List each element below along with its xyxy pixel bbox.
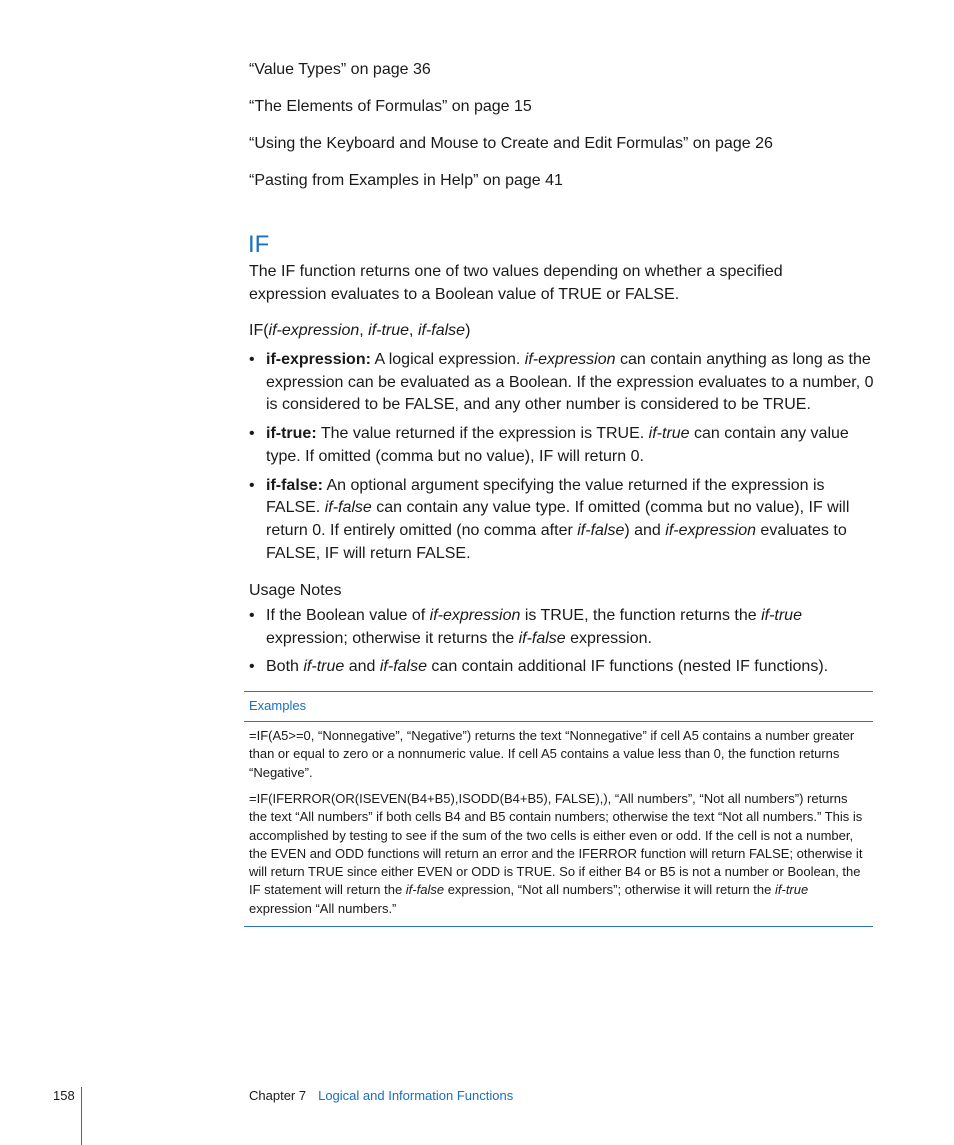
bullet-icon: •: [249, 351, 255, 368]
bullet-icon: •: [249, 658, 255, 676]
argument-text: can contain any value type. If omitted (comma but no value), IF will return 0.: [266, 425, 849, 465]
argument-item-if-expression: [249, 349, 874, 417]
usage-italic: if-false: [379, 658, 427, 676]
syntax-separator: ,: [409, 322, 418, 339]
usage-italic: if-true: [303, 658, 345, 676]
argument-text: An optional argument specifying the value returned if the expression is FALSE.: [266, 476, 825, 517]
usage-italic: if-expression: [429, 607, 521, 624]
usage-notes-heading: Usage Notes: [249, 582, 342, 599]
related-link-value-types[interactable]: “Value Types” on page 36: [249, 61, 431, 78]
bullet-icon: •: [249, 476, 255, 494]
usage-text: expression; otherwise it returns the: [266, 629, 519, 647]
argument-text: A logical expression.: [370, 351, 525, 368]
related-link-keyboard-mouse[interactable]: “Using the Keyboard and Mouse to Create and Edit Formulas” on page 26: [249, 135, 773, 152]
related-link-pasting-examples[interactable]: “Pasting from Examples in Help” on page 41: [249, 172, 563, 189]
syntax-close-paren: ): [465, 322, 471, 339]
example-text: expression, “Not all numbers”; otherwise it will return the: [444, 882, 775, 898]
usage-text: expression.: [565, 629, 652, 647]
examples-heading: Examples: [249, 698, 307, 713]
page-number: 158: [53, 1088, 75, 1103]
bullet-icon: •: [249, 607, 255, 624]
argument-term: if-false:: [266, 476, 323, 494]
example-paragraph: [249, 790, 869, 918]
example-paragraph: =IF(A5>=0, “Nonnegative”, “Negative”) returns the text “Nonnegative” if cell A5 contains a number greater than or equal to zero or a nonnumeric value. If cell A5 contains a value less than 0, the function returns “Negative”.: [249, 728, 855, 780]
usage-note-item: [249, 656, 874, 679]
usage-text: can contain additional IF functions (nested IF functions).: [426, 658, 829, 676]
argument-term: if-true:: [266, 425, 317, 443]
syntax-separator: ,: [359, 322, 369, 339]
argument-italic: if-false: [324, 499, 372, 517]
usage-text: If the Boolean value of: [266, 607, 430, 624]
usage-text: is TRUE, the function returns the: [520, 607, 762, 624]
argument-italic: if-false: [577, 521, 625, 539]
function-syntax: [249, 320, 470, 342]
usage-italic: if-false: [518, 629, 566, 647]
footer-divider: [81, 1087, 82, 1145]
usage-italic: if-true: [761, 607, 802, 624]
usage-text: and: [344, 658, 380, 676]
argument-list: [249, 349, 874, 571]
examples-divider: [244, 721, 873, 722]
usage-notes-list: [249, 605, 874, 685]
argument-text: can contain any value type. If omitted (comma but no value), IF will return 0. If entirely omitted (no comma after: [266, 499, 850, 539]
argument-term: if-expression:: [266, 351, 371, 368]
usage-text: Both: [266, 658, 304, 676]
argument-text: ) and: [624, 521, 666, 539]
intro-paragraph: The IF function returns one of two values depending on whether a specified expression evaluates to a Boolean value of TRUE or FALSE.: [249, 263, 783, 303]
example-italic: if-false: [405, 882, 445, 898]
syntax-arg-if-expression: if-expression: [268, 322, 360, 339]
syntax-arg-if-true: if-true: [368, 322, 410, 339]
argument-text: The value returned if the expression is TRUE.: [316, 425, 649, 443]
section-heading: IF: [248, 231, 270, 258]
usage-note-item: [249, 605, 874, 650]
argument-item-if-false: [249, 475, 874, 566]
syntax-function-name: IF: [249, 322, 264, 339]
chapter-label: Chapter 7: [249, 1088, 307, 1103]
chapter-title-link[interactable]: Logical and Information Functions: [318, 1088, 514, 1103]
example-text: =IF(IFERROR(OR(ISEVEN(B4+B5),ISODD(B4+B5), FALSE),), “All numbers”, “Not all numbers”) returns the text “All numbers” if both cells B4 and B5 contain numbers; otherwise the text “Not all numbers.” This is accomplished by testing to see if the sum of the two cells is either even or odd. If the cell is not a number, the EVEN and ODD functions will return an error and the IFERROR function will return FALSE; otherwise it will return TRUE since either EVEN or ODD is TRUE. So if either B4 or B5 is not a number or Boolean, the IF statement will return the: [249, 791, 863, 898]
argument-text: evaluates to FALSE, IF will return FALSE.: [266, 521, 847, 562]
example-text: expression “All numbers.”: [249, 900, 397, 916]
argument-text: can contain anything as long as the expression can be evaluated as a Boolean. If the expression evaluates to a number, 0 is considered to be FALSE, and any other number is considered to be TRUE.: [266, 351, 874, 414]
footer-chapter: [249, 1088, 513, 1103]
argument-italic: if-expression: [524, 351, 616, 368]
argument-italic: if-expression: [665, 521, 756, 539]
syntax-open-paren: (: [263, 322, 269, 339]
syntax-arg-if-false: if-false: [417, 322, 466, 339]
argument-item-if-true: [249, 423, 874, 468]
examples-box: [244, 691, 873, 927]
example-italic: if-true: [774, 882, 809, 898]
argument-italic: if-true: [648, 425, 690, 443]
related-link-elements-of-formulas[interactable]: “The Elements of Formulas” on page 15: [249, 98, 532, 115]
bullet-icon: •: [249, 425, 255, 443]
